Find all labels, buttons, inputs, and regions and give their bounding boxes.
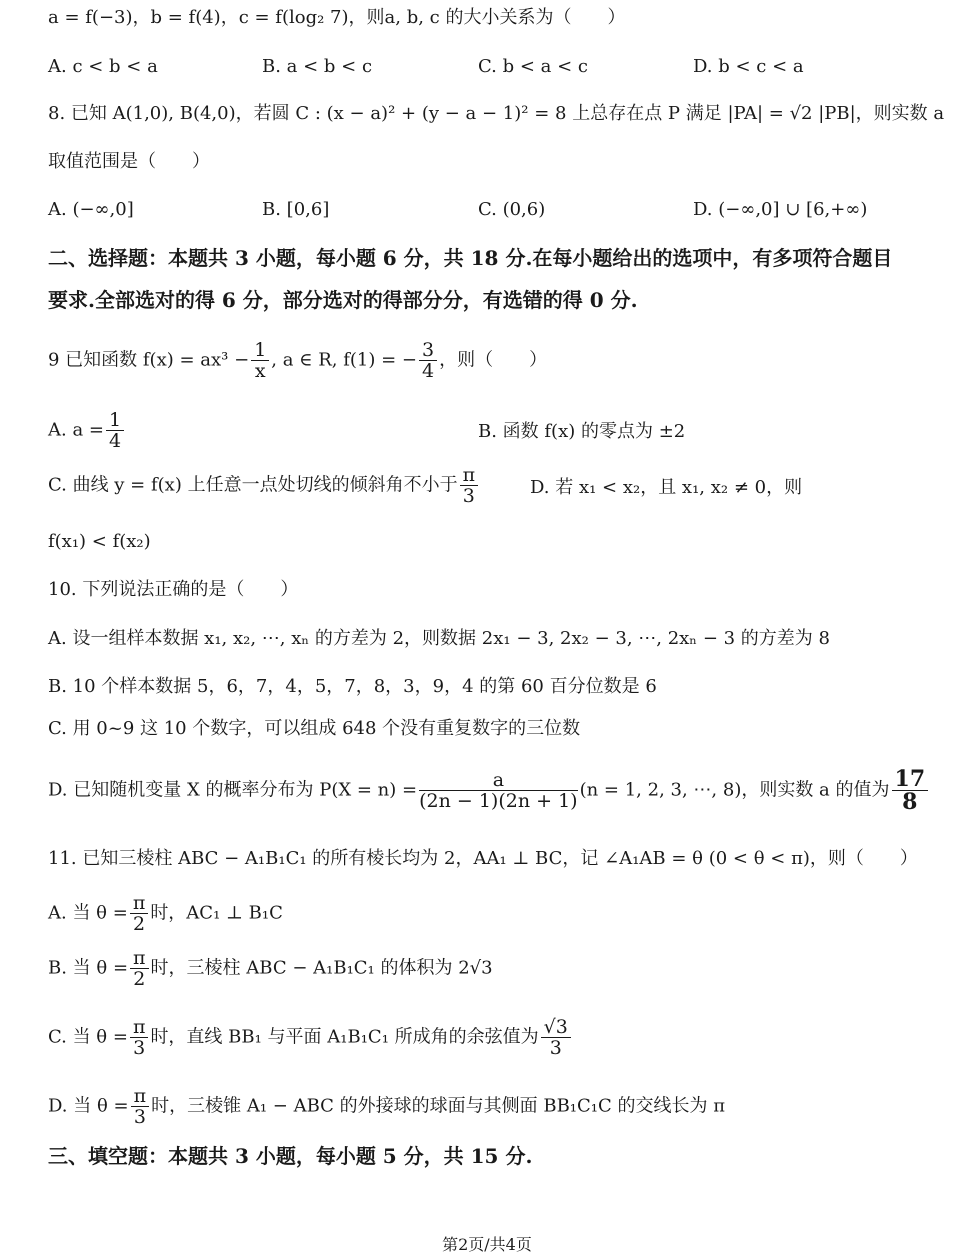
q7-option-a: A. c < b < a xyxy=(48,56,158,77)
q10-option-d-answer-frac: $\frac{17}{8}$ xyxy=(892,768,929,813)
q9-option-b: B. 函数 f(x) 的零点为 ±2 xyxy=(478,421,686,442)
q9-option-d: D. 若 x₁ < x₂，且 x₁, x₂ ≠ 0，则 xyxy=(530,477,803,498)
section3-heading: 三、填空题：本题共 3 小题，每小题 5 分，共 15 分. xyxy=(48,1144,533,1168)
q11-option-b: B. 当 θ = $\frac{\pi}{2}$ 时，三棱柱 ABC − A₁B₁C₁ 的体积为 2√3 xyxy=(48,947,493,990)
q11-option-d: D. 当 θ = $\frac{\pi}{3}$ 时，三棱锥 A₁ − ABC 的外接球的球面与其侧面 BB₁C₁C 的交线长为 π xyxy=(48,1085,726,1128)
q10-stem: 10. 下列说法正确的是（ ） xyxy=(48,579,299,600)
q8-option-b: B. [0,6] xyxy=(262,199,330,220)
q10-option-a: A. 设一组样本数据 x₁, x₂, ⋯, xₙ 的方差为 2，则数据 2x₁ − 3, 2x₂ − 3, ⋯, 2xₙ − 3 的方差为 8 xyxy=(48,628,830,649)
q9-option-a-frac: $\frac{1}{4}$ xyxy=(106,410,124,451)
q8-option-c: C. (0,6) xyxy=(478,199,546,220)
section2-heading-line2: 要求.全部选对的得 6 分，部分选对的得部分分，有选错的得 0 分. xyxy=(48,288,638,312)
q11-option-a-frac: $\frac{\pi}{2}$ xyxy=(130,893,149,934)
q9-frac-one-over-x: $\frac{1}{x}$ xyxy=(251,340,269,381)
q9-option-d-continued: f(x₁) < f(x₂) xyxy=(48,531,151,552)
q9-option-c: C. 曲线 y = f(x) 上任意一点处切线的倾斜角不小于 $\frac{\pi}{3}$ xyxy=(48,465,480,506)
q8-option-a: A. (−∞,0] xyxy=(48,199,134,220)
q11-option-c-frac: $\frac{\pi}{3}$ xyxy=(130,1017,149,1058)
q10-option-d: D. 已知随机变量 X 的概率分布为 P(X = n) = $\frac{a}{(2n - 1)(2n + 1)}$ (n = 1, 2, 3, ⋯, 8)，则实数 a 的值为 $\frac{17}{8}$ xyxy=(48,768,930,813)
q7-option-c: C. b < a < c xyxy=(478,56,588,77)
q9-option-a: A. a = $\frac{1}{4}$ xyxy=(48,410,126,451)
q11-option-c: C. 当 θ = $\frac{\pi}{3}$ 时，直线 BB₁ 与平面 A₁B₁C₁ 所成角的余弦值为 $\frac{√3}{3}$ xyxy=(48,1017,573,1058)
q8-stem-line2: 取值范围是（ ） xyxy=(48,151,210,172)
q9-stem-prefix: 9 已知函数 f(x) = ax³ − xyxy=(48,349,250,371)
q9-frac-three-quarters: $\frac{3}{4}$ xyxy=(419,340,437,381)
q11-stem: 11. 已知三棱柱 ABC − A₁B₁C₁ 的所有棱长均为 2，AA₁ ⊥ BC，记 ∠A₁AB = θ (0 < θ < π)，则（ ） xyxy=(48,848,918,869)
q10-option-d-frac: $\frac{a}{(2n - 1)(2n + 1)}$ xyxy=(419,769,578,812)
q11-option-d-frac: $\frac{\pi}{3}$ xyxy=(131,1086,150,1127)
q10-option-b: B. 10 个样本数据 5，6，7，4，5，7，8，3，9，4 的第 60 百分位数是 6 xyxy=(48,676,657,697)
q9-stem-suffix: ，则（ ） xyxy=(439,349,548,371)
q10-option-c: C. 用 0~9 这 10 个数字，可以组成 648 个没有重复数字的三位数 xyxy=(48,718,581,739)
q9-stem-mid: , a ∈ R, f(1) = − xyxy=(271,349,417,371)
q7-option-b: B. a < b < c xyxy=(262,56,373,77)
q7-stem: a = f(−3)，b = f(4)，c = f(log₂ 7)，则a, b, c 的大小关系为（ ） xyxy=(48,7,626,28)
section2-heading-line1: 二、选择题：本题共 3 小题，每小题 6 分，共 18 分.在每小题给出的选项中，有多项符合题目 xyxy=(48,246,893,270)
q8-option-d: D. (−∞,0] ∪ [6,+∞) xyxy=(693,199,868,220)
q9-stem xyxy=(48,340,547,381)
q8-stem-line1: 8. 已知 A(1,0), B(4,0)，若圆 C : (x − a)² + (y − a − 1)² = 8 上总存在点 P 满足 |PA| = √2 |PB|，则实数 a xyxy=(48,103,945,124)
q11-option-c-answer-frac: $\frac{√3}{3}$ xyxy=(541,1017,571,1058)
q7-option-d: D. b < c < a xyxy=(693,56,804,77)
page-footer: 第2页/共4页 xyxy=(442,1235,532,1254)
q9-option-c-frac: $\frac{\pi}{3}$ xyxy=(460,465,479,506)
q11-option-a: A. 当 θ = $\frac{\pi}{2}$ 时，AC₁ ⊥ B₁C xyxy=(48,892,283,935)
q11-option-b-frac: $\frac{\pi}{2}$ xyxy=(130,948,149,989)
